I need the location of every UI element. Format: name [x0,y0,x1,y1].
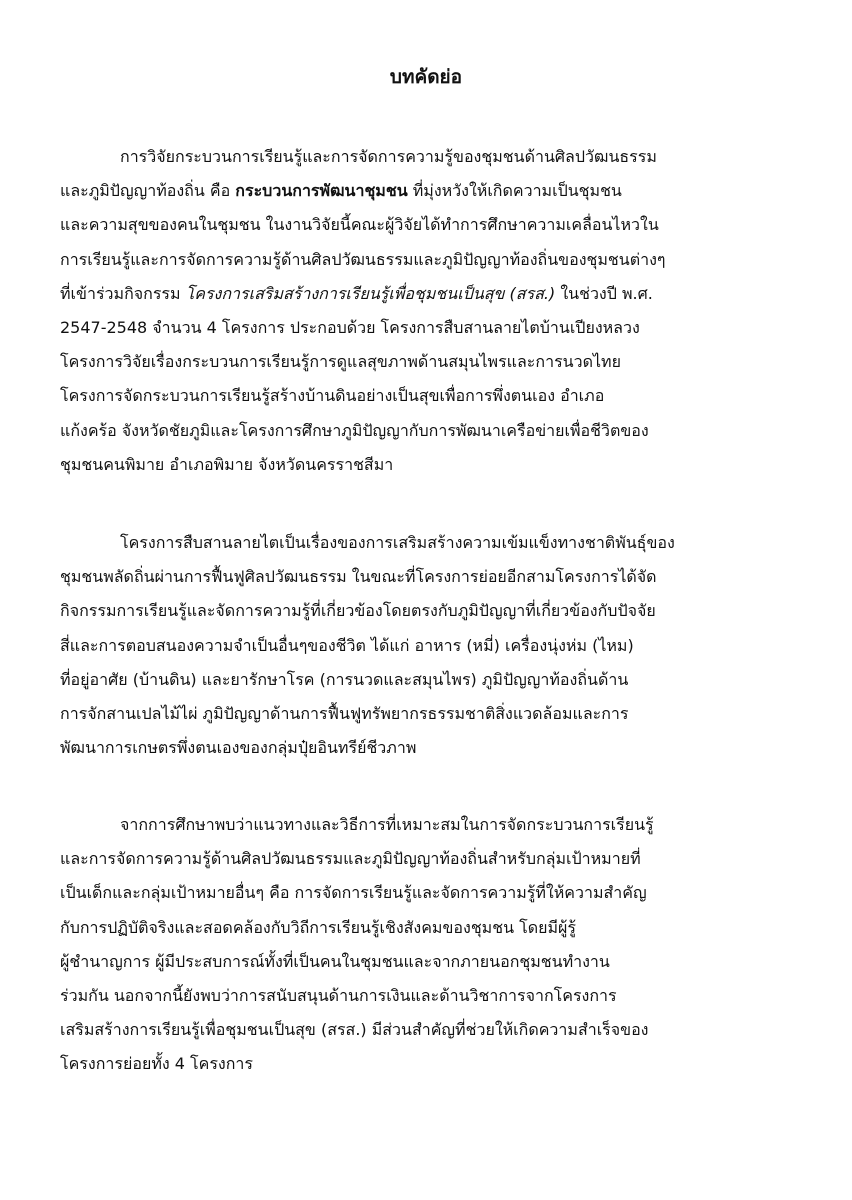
text-line [60,448,804,482]
text-segment: สี่และการตอบสนองความจำเป็นอื่นๆของชีวิต ได้แก่ อาหาร (หมี่) เครื่องนุ่งห่ม (ไหม) [60,635,634,655]
text-segment: ที่เข้าร่วมกิจกรรม [60,283,186,303]
text-segment: ชุมชนพลัดถิ่นผ่านการฟื้นฟูศิลปวัฒนธรรม ในขณะที่โครงการย่อยอีกสามโครงการได้จัด [60,567,657,587]
abstract-paragraph-2 [60,526,804,765]
text-segment: โครงการย่อยทั้ง 4 โครงการ [60,1054,254,1074]
text-line [60,731,804,765]
text-segment: ชุมชนคนพิมาย อำเภอพิมาย จังหวัดนครราชสีมา [60,454,394,474]
text-line [60,842,804,876]
text-segment: การเรียนรู้และการจัดการความรู้ด้านศิลปวัฒนธรรมและภูมิปัญญาท้องถิ่นของชุมชนต่างๆ [60,249,666,269]
text-segment: พัฒนาการเกษตรพึ่งตนเองของกลุ่มปุ๋ยอินทรีย์ชีวภาพ [60,738,417,758]
text-segment: เป็นเด็กและกลุ่มเป้าหมายอื่นๆ คือ การจัดการเรียนรู้และจัดการความรู้ที่ให้ความสำคัญ [60,883,647,903]
text-line [60,208,804,242]
text-segment: การจักสานเปลไม้ไผ่ ภูมิปัญญาด้านการฟื้นฟูทรัพยากรธรรมชาติสิ่งแวดล้อมและการ [60,703,629,723]
text-line [60,277,804,311]
text-line [60,1047,804,1081]
text-segment: และความสุขของคนในชุมชน ในงานวิจัยนี้คณะผู้วิจัยได้ทำการศึกษาความเคลื่อนไหวใน [60,215,659,235]
text-segment: และการจัดการความรู้ด้านศิลปวัฒนธรรมและภูมิปัญญาท้องถิ่นสำหรับกลุ่มเป้าหมายที่ [60,849,641,869]
text-segment: โครงการจัดกระบวนการเรียนรู้สร้างบ้านดินอย่างเป็นสุขเพื่อการพึ่งตนเอง อำเภอ [60,386,605,406]
text-line [60,243,804,277]
text-line [60,697,804,731]
text-line [60,945,804,979]
text-segment: จากการศึกษาพบว่าแนวทางและวิธีการที่เหมาะสมในการจัดกระบวนการเรียนรู้ [120,815,654,834]
text-line [60,979,804,1013]
text-line [60,174,804,208]
text-segment: 2547-2548 จำนวน 4 โครงการ ประกอบด้วย โครงการสืบสานลายไตบ้านเปียงหลวง [60,317,640,337]
text-segment: ผู้ชำนาญการ ผู้มีประสบการณ์ทั้งที่เป็นคนในชุมชนและจากภายนอกชุมชนทำงาน [60,951,610,971]
page-title: บทคัดย่อ [389,66,463,88]
text-line [60,594,804,628]
emphasis-italic-text: โครงการเสริมสร้างการเรียนรู้เพื่อชุมชนเป็นสุข (สรส.) [185,283,556,303]
text-segment: แก้งคร้อ จังหวัดชัยภูมิและโครงการศึกษาภูมิปัญญากับการพัฒนาเครือข่ายเพื่อชีวิตของ [60,420,649,440]
text-segment: กิจกรรมการเรียนรู้และจัดการความรู้ที่เกี่ยวข้องโดยตรงกับภูมิปัญญาที่เกี่ยวข้องกับปัจจัย [60,601,656,621]
text-line [60,379,804,413]
text-segment: โครงการวิจัยเรื่องกระบวนการเรียนรู้การดูแลสุขภาพด้านสมุนไพรและการนวดไทย [60,352,621,372]
text-line [60,526,804,560]
text-segment: และภูมิปัญญาท้องถิ่น คือ [60,181,236,201]
text-line [60,560,804,594]
text-segment: ในช่วงปี พ.ศ. [555,283,653,303]
abstract-paragraph-3 [60,808,804,1082]
emphasis-bold-text: กระบวนการพัฒนาชุมชน [235,181,408,201]
text-line [60,876,804,910]
text-line [60,140,804,174]
text-line [60,1013,804,1047]
text-segment: เสริมสร้างการเรียนรู้เพื่อชุมชนเป็นสุข (สรส.) มีส่วนสำคัญที่ช่วยให้เกิดความสำเร็จของ [60,1020,649,1040]
abstract-paragraph-1 [60,140,804,482]
text-line [60,345,804,379]
text-segment: โครงการสืบสานลายไตเป็นเรื่องของการเสริมสร้างความเข้มแข็งทางชาติพันธุ์ของ [120,533,675,552]
text-line [60,629,804,663]
text-line [60,311,804,345]
text-line [60,911,804,945]
text-line [60,808,804,842]
text-segment: กับการปฏิบัติจริงและสอดคล้องกับวิถีการเรียนรู้เชิงสังคมของชุมชน โดยมีผู้รู้ [60,917,576,937]
text-line [60,414,804,448]
text-segment: ที่อยู่อาศัย (บ้านดิน) และยารักษาโรค (การนวดและสมุนไพร) ภูมิปัญญาท้องถิ่นด้าน [60,669,629,689]
text-line [60,663,804,697]
text-segment: ร่วมกัน นอกจากนี้ยังพบว่าการสนับสนุนด้านการเงินและด้านวิชาการจากโครงการ [60,985,617,1005]
text-segment: ที่มุ่งหวังให้เกิดความเป็นชุมชน [407,181,622,201]
text-segment: การวิจัยกระบวนการเรียนรู้และการจัดการความรู้ของชุมชนด้านศิลปวัฒนธรรม [120,147,657,166]
